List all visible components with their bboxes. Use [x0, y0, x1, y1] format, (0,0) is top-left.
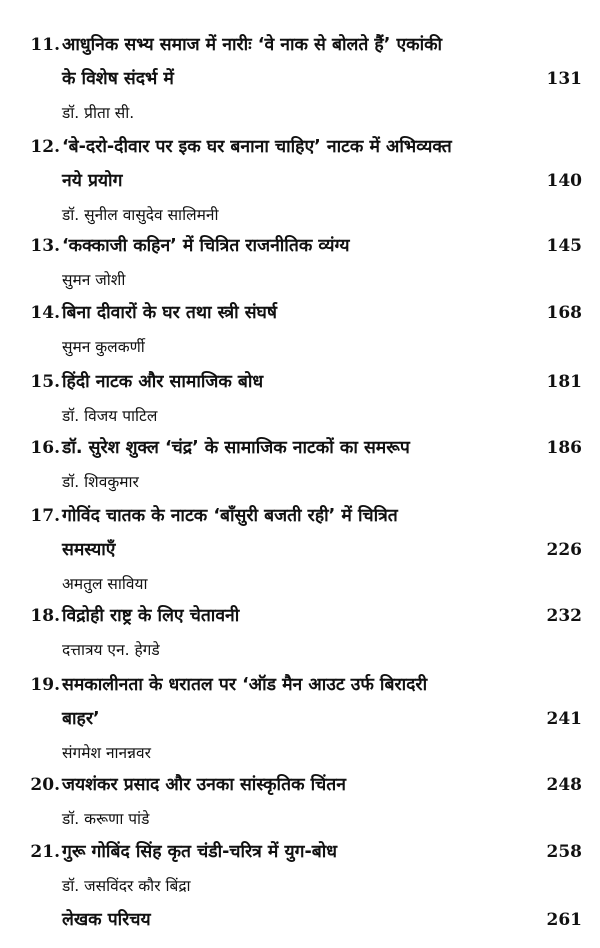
entry-number: 14.	[30, 303, 60, 323]
entry-author: दत्तात्रय एन. हेगडे	[62, 641, 160, 659]
toc-entry-15	[0, 365, 600, 433]
entry-author: डॉ. जसविंदर कौर बिंद्रा	[62, 877, 191, 895]
entry-author: डॉ. सुनील वासुदेव सालिमनी	[62, 206, 219, 224]
entry-author: डॉ. शिवकुमार	[62, 473, 139, 491]
entry-title: गुरू गोबिंद सिंह कृत चंडी-चरित्र में युग-बोध	[62, 842, 338, 862]
entry-author: डॉ. विजय पाटिल	[62, 407, 158, 425]
toc-entry-appendix	[0, 903, 600, 937]
entry-number: 12.	[30, 137, 60, 157]
toc-entry-12	[0, 130, 600, 232]
entry-page: 232	[546, 606, 582, 626]
entry-title: हिंदी नाटक और सामाजिक बोध	[62, 372, 264, 392]
entry-author: डॉ. प्रीता सी.	[62, 104, 135, 122]
entry-page: 186	[546, 438, 582, 458]
entry-number: 21.	[30, 842, 60, 862]
toc-entry-17	[0, 499, 600, 601]
entry-title-continued: बाहर’	[62, 709, 100, 729]
toc-entry-13	[0, 229, 600, 297]
entry-number: 11.	[30, 35, 60, 55]
entry-title-continued: समस्याएँ	[62, 540, 116, 560]
entry-author: डॉ. करूणा पांडे	[62, 810, 150, 828]
entry-page: 145	[546, 236, 582, 256]
entry-title: डॉ. सुरेश शुक्ल ‘चंद्र’ के सामाजिक नाटकों का समरूप	[62, 438, 410, 458]
entry-number: 15.	[30, 372, 60, 392]
entry-title: ‘कक्काजी कहिन’ में चित्रित राजनीतिक व्यंग्य	[62, 236, 350, 256]
entry-number: 19.	[30, 675, 60, 695]
entry-page: 226	[546, 540, 582, 560]
toc-entry-21	[0, 835, 600, 903]
entry-title: जयशंकर प्रसाद और उनका सांस्कृतिक चिंतन	[62, 775, 346, 795]
appendix-page: 261	[546, 910, 582, 930]
entry-page: 258	[546, 842, 582, 862]
toc-entry-11	[0, 28, 600, 130]
toc-entry-16	[0, 431, 600, 499]
entry-title-continued: नये प्रयोग	[62, 171, 123, 191]
toc-entry-14	[0, 296, 600, 364]
entry-author: संगमेश नानन्नवर	[62, 744, 151, 762]
entry-title: बिना दीवारों के घर तथा स्त्री संघर्ष	[62, 303, 278, 323]
entry-number: 18.	[30, 606, 60, 626]
entry-title: ‘बे-दरो-दीवार पर इक घर बनाना चाहिए’ नाटक में अभिव्यक्त	[62, 137, 452, 157]
entry-number: 17.	[30, 506, 60, 526]
entry-title-continued: के विशेष संदर्भ में	[62, 69, 174, 89]
entry-page: 168	[546, 303, 582, 323]
entry-number: 13.	[30, 236, 60, 256]
entry-title: विद्रोही राष्ट्र के लिए चेतावनी	[62, 606, 240, 626]
entry-author: अमतुल साविया	[62, 575, 148, 593]
entry-author: सुमन कुलकर्णी	[62, 338, 145, 356]
toc-entry-18	[0, 599, 600, 667]
entry-title: समकालीनता के धरातल पर ‘ऑड मैन आउट उर्फ बिरादरी	[62, 675, 428, 695]
entry-page: 241	[546, 709, 582, 729]
entry-page: 131	[546, 69, 582, 89]
entry-author: सुमन जोशी	[62, 271, 126, 289]
toc-entry-19	[0, 668, 600, 770]
entry-title: गोविंद चातक के नाटक ‘बाँसुरी बजती रही’ में चित्रित	[62, 506, 398, 526]
entry-page: 248	[546, 775, 582, 795]
entry-title: आधुनिक सभ्य समाज में नारीः ‘वे नाक से बोलते हैं’ एकांकी	[62, 35, 443, 55]
entry-number: 16.	[30, 438, 60, 458]
entry-page: 140	[546, 171, 582, 191]
entry-number: 20.	[30, 775, 60, 795]
appendix-title: लेखक परिचय	[62, 910, 151, 930]
entry-page: 181	[546, 372, 582, 392]
toc-entry-20	[0, 768, 600, 836]
